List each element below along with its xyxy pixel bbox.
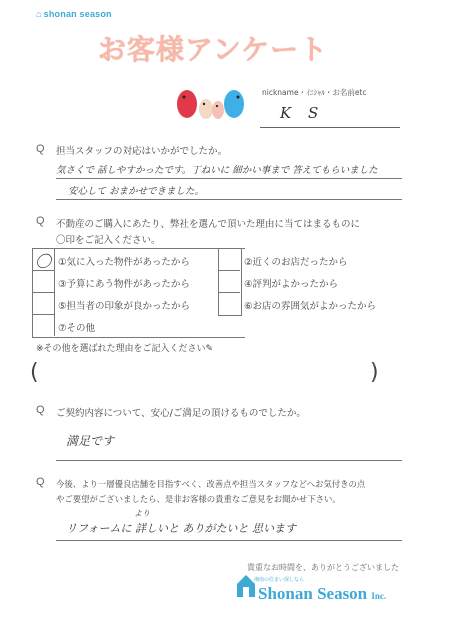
- logo-name: Shonan Season: [258, 584, 368, 603]
- page-title: お客様アンケート: [97, 33, 329, 66]
- grid-line: [32, 314, 54, 315]
- q1-rule-2: [56, 199, 402, 200]
- other-reason-close-paren: ): [370, 360, 379, 385]
- option-4-label: ④評判がよかったから: [244, 279, 339, 290]
- q1-answer-line1: 気さくで 話しやすかったです。丁ねいに 細かい事まで 答えてもらいました: [56, 165, 378, 176]
- brand-top-logo: [36, 9, 112, 19]
- q1-answer-line2: 安心して おまかせできました。: [68, 186, 205, 197]
- q2-mark: Q: [36, 215, 45, 227]
- house-icon: ⌂: [36, 9, 42, 19]
- company-logo: [258, 584, 386, 604]
- grid-line: [218, 270, 240, 271]
- q2-question-line1: 不動産のご購入にあたり、弊社を選んで頂いた理由に当てはまるものに: [56, 219, 361, 230]
- logo-inc: Inc.: [371, 591, 387, 601]
- q3-question: ご契約内容について、安心/ご満足の頂けるものでしたか。: [56, 408, 306, 419]
- logo-tagline: 湘南の住まい探しなら: [254, 577, 305, 583]
- q3-rule: [56, 460, 402, 461]
- option-7-label: ⑦その他: [58, 323, 96, 334]
- other-reason-open-paren: (: [30, 360, 39, 385]
- q1-question: 担当スタッフの対応はいかがでしたか。: [56, 146, 228, 157]
- nickname-label: nickname・ｲﾆｼｬﾙ・お名前etc: [262, 88, 367, 97]
- q3-answer: 満足です: [66, 434, 115, 448]
- blue-bird-icon: [224, 90, 244, 118]
- red-bird-icon: [177, 90, 197, 118]
- options-grid-right: [218, 248, 242, 316]
- q1-mark: Q: [36, 143, 45, 155]
- cream-bird-icon: [199, 99, 213, 119]
- q4-question-line2: やご要望がございましたら、是非お客様の貴重なご意見をお聞かせ下さい。: [56, 494, 341, 504]
- house-logo-icon: [236, 574, 256, 598]
- q3-mark: Q: [36, 404, 45, 416]
- nickname-underline: [260, 127, 400, 128]
- option-3-label: ③予算にあう物件があったから: [58, 279, 190, 290]
- q4-answer-insert: より: [134, 509, 150, 518]
- grid-line: [32, 292, 54, 293]
- option-2-label: ②近くのお店だったから: [244, 257, 348, 268]
- nickname-value: K S: [280, 104, 325, 122]
- option-5-label: ⑤担当者の印象が良かったから: [58, 301, 191, 312]
- q1-rule-1: [56, 178, 402, 179]
- q4-mark: Q: [36, 476, 45, 488]
- q4-answer: リフォームに 詳しいと ありがたいと 思います: [66, 522, 296, 535]
- option-1-label: ①気に入った物件があったから: [58, 257, 190, 268]
- q2-question-line2: 〇印をご記入ください。: [56, 235, 161, 246]
- other-reason-prompt: ※その他を選ばれた理由をご記入ください✎: [36, 344, 214, 354]
- q4-rule: [56, 540, 402, 541]
- grid-line: [54, 248, 55, 336]
- q4-question-line1: 今後、より一層優良店舗を目指すべく、改善点や担当スタッフなどへお気付きの点: [56, 479, 366, 489]
- option-6-label: ⑥お店の雰囲気がよかったから: [244, 301, 377, 312]
- grid-line: [218, 292, 240, 293]
- pink-bird-icon: [212, 101, 224, 119]
- brand-top-label: shonan season: [43, 9, 112, 19]
- option-1-checked-mark: 〇: [35, 252, 52, 271]
- footer-thanks: 貴重なお時間を、ありがとうございました: [247, 563, 399, 572]
- birds-illustration: [172, 85, 248, 123]
